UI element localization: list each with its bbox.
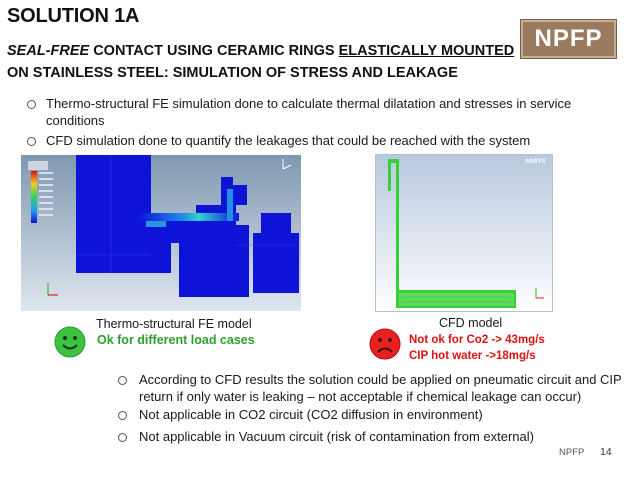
cfd-model-render bbox=[376, 155, 553, 312]
fe-model-render bbox=[21, 155, 301, 311]
bullet-icon bbox=[27, 137, 36, 146]
cfd-verdict-line-2: CIP hot water ->18mg/s bbox=[409, 350, 536, 362]
page-number: 14 bbox=[600, 446, 612, 458]
fe-model-caption: Thermo-structural FE model bbox=[96, 317, 252, 331]
subtitle-line-2: ON STAINLESS STEEL: SIMULATION OF STRESS AND LEAKAGE bbox=[7, 65, 458, 81]
bullet-text-co2: Not applicable in CO2 circuit (CO2 diffusion in environment) bbox=[139, 407, 483, 422]
subtitle-line-1 bbox=[7, 43, 514, 59]
cfd-verdict-line-1: Not ok for Co2 -> 43mg/s bbox=[409, 334, 545, 346]
page-title: SOLUTION 1A bbox=[7, 5, 140, 27]
ansys-label: ANSYS bbox=[525, 159, 546, 165]
fe-model-image bbox=[21, 155, 301, 311]
bullet-icon bbox=[118, 411, 127, 420]
subtitle-text: CONTACT USING CERAMIC RINGS bbox=[89, 43, 339, 59]
bullet-text-cfd-results: According to CFD results the solution could be applied on pneumatic circuit and CIP return if only water is leaking – not acceptable if chemical leakage can occur) bbox=[139, 372, 622, 404]
smiley-face-icon bbox=[54, 326, 86, 358]
bullet-icon bbox=[27, 100, 36, 109]
subtitle-underlined: ELASTICALLY MOUNTED bbox=[338, 43, 515, 59]
cfd-model-image bbox=[375, 154, 553, 312]
bullet-text-cfd: CFD simulation done to quantify the leakages that could be reached with the system bbox=[46, 133, 531, 148]
bullet-text-fe: Thermo-structural FE simulation done to calculate thermal dilatation and stresses in service conditions bbox=[46, 96, 572, 128]
bullet-text-vacuum: Not applicable in Vacuum circuit (risk of contamination from external) bbox=[139, 429, 534, 444]
subtitle-italic: SEAL-FREE bbox=[7, 43, 90, 59]
npfp-logo: NPFP bbox=[521, 20, 616, 58]
sad-face-icon bbox=[369, 328, 401, 360]
cfd-model-caption: CFD model bbox=[439, 316, 503, 330]
footer-label: NPFP bbox=[559, 447, 585, 458]
fe-model-verdict: Ok for different load cases bbox=[97, 333, 255, 347]
bullet-icon bbox=[118, 433, 127, 442]
bullet-icon bbox=[118, 376, 127, 385]
